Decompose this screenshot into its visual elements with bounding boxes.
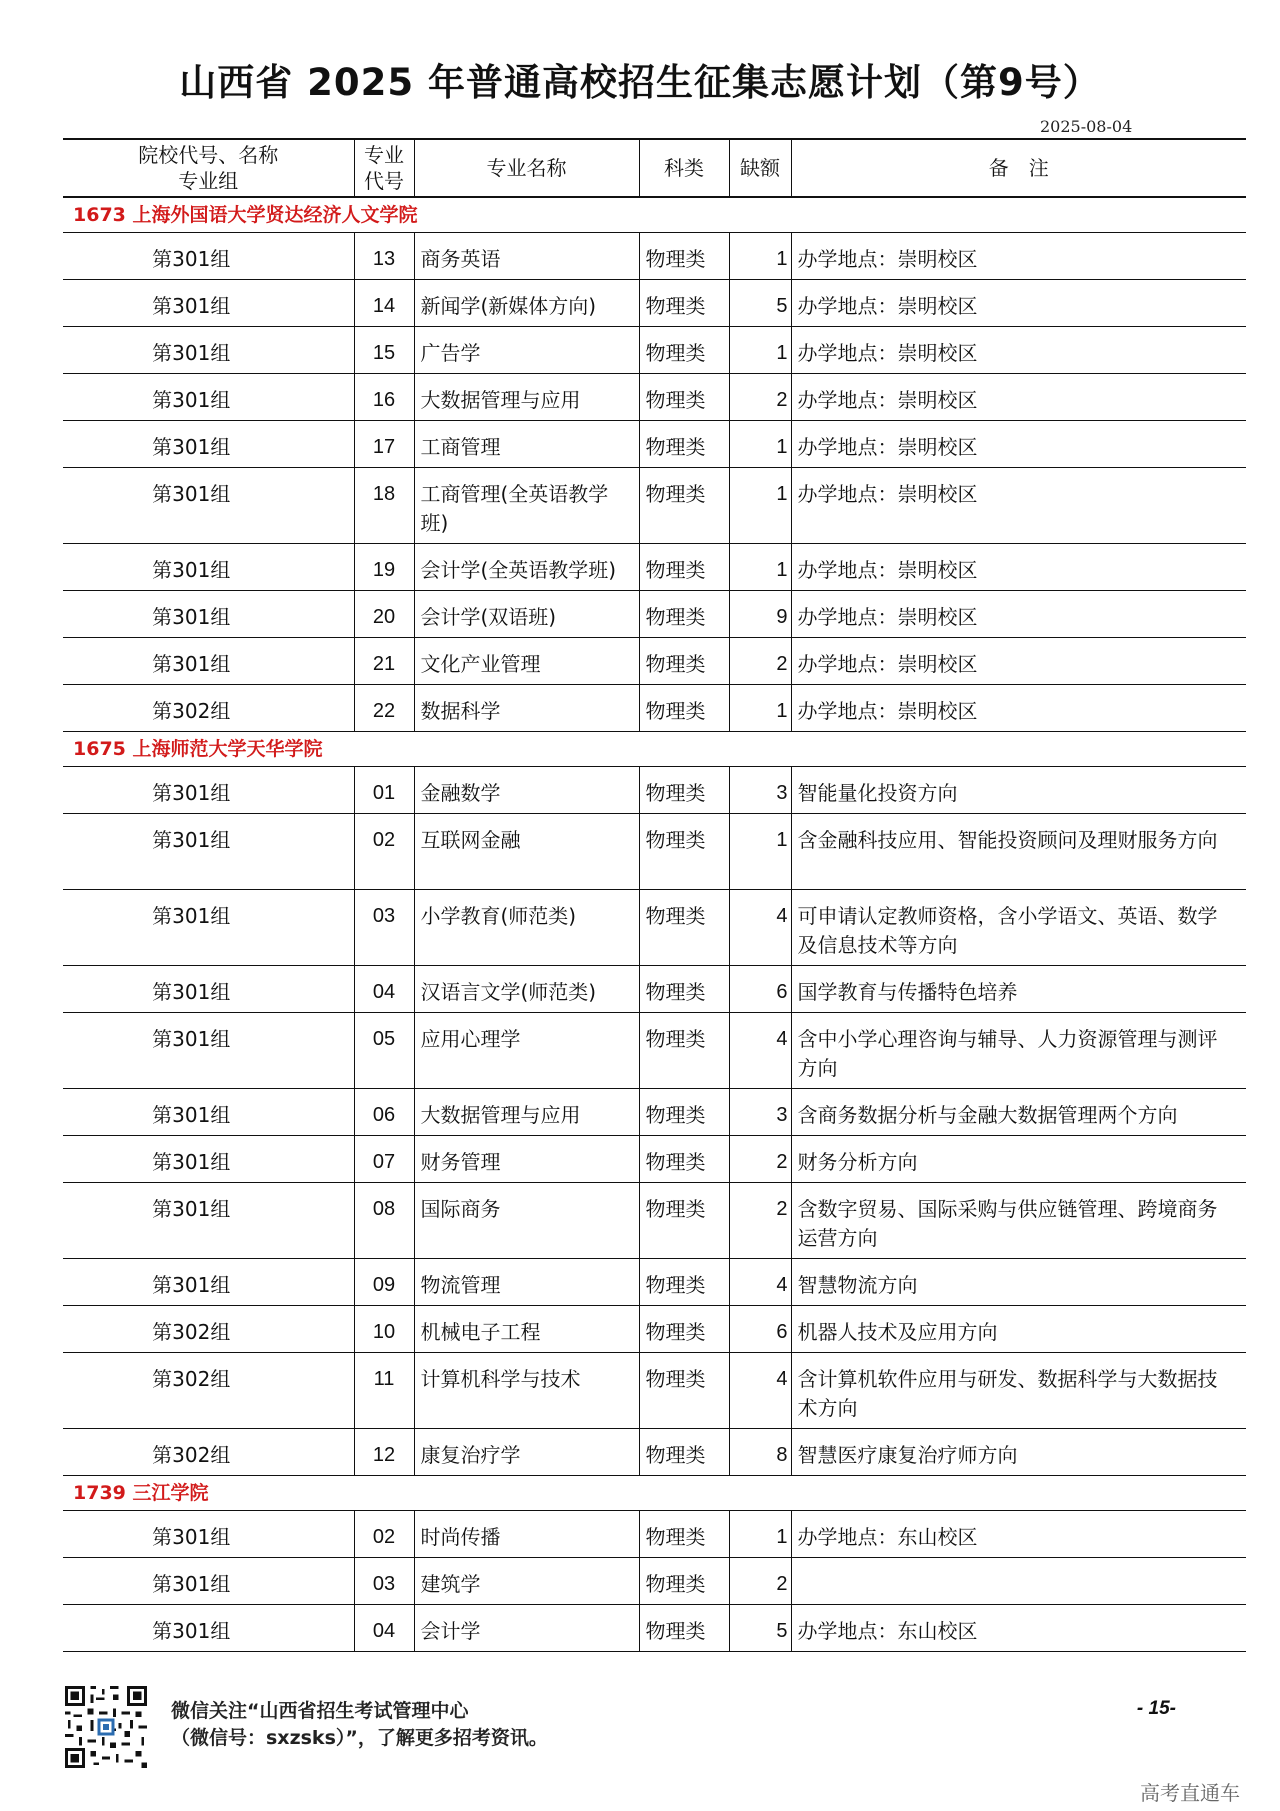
major-code-cell: 16 [354, 374, 414, 421]
group-cell: 第301组 [63, 767, 354, 814]
col-header-code-line2: 代号 [364, 169, 404, 193]
note-cell: 机器人技术及应用方向 [791, 1306, 1246, 1353]
group-cell: 第301组 [63, 890, 354, 966]
note-cell: 办学地点：崇明校区 [791, 638, 1246, 685]
table-row [63, 280, 1246, 327]
watermark: 高考直通车 [1140, 1781, 1240, 1805]
major-name-cell: 小学教育(师范类) [414, 890, 639, 966]
major-name-cell: 文化产业管理 [414, 638, 639, 685]
school-heading-row [63, 197, 1246, 233]
group-cell: 第301组 [63, 327, 354, 374]
table-row [63, 1136, 1246, 1183]
major-code-cell: 09 [354, 1259, 414, 1306]
table-row [63, 1429, 1246, 1476]
note-cell: 办学地点：崇明校区 [791, 327, 1246, 374]
category-cell: 物理类 [639, 327, 729, 374]
table-row [63, 327, 1246, 374]
group-cell: 第301组 [63, 591, 354, 638]
table-row [63, 767, 1246, 814]
group-cell: 第302组 [63, 1353, 354, 1429]
group-cell: 第301组 [63, 814, 354, 890]
group-cell: 第302组 [63, 1306, 354, 1353]
major-name-cell: 数据科学 [414, 685, 639, 732]
category-cell: 物理类 [639, 767, 729, 814]
table-row [63, 1605, 1246, 1652]
note-cell: 国学教育与传播特色培养 [791, 966, 1246, 1013]
major-code-cell: 18 [354, 468, 414, 544]
col-header-quota: 缺额 [729, 139, 791, 197]
table-row [63, 468, 1246, 544]
group-cell: 第301组 [63, 1259, 354, 1306]
category-cell: 物理类 [639, 374, 729, 421]
group-cell: 第301组 [63, 1013, 354, 1089]
note-cell: 办学地点：崇明校区 [791, 544, 1246, 591]
major-code-cell: 06 [354, 1089, 414, 1136]
group-cell: 第301组 [63, 1183, 354, 1259]
major-name-cell: 财务管理 [414, 1136, 639, 1183]
category-cell: 物理类 [639, 1183, 729, 1259]
quota-cell: 2 [729, 1136, 791, 1183]
major-code-cell: 07 [354, 1136, 414, 1183]
quota-cell: 5 [729, 1605, 791, 1652]
note-cell: 办学地点：崇明校区 [791, 591, 1246, 638]
major-code-cell: 08 [354, 1183, 414, 1259]
table-header-row [63, 139, 1246, 197]
major-name-cell: 计算机科学与技术 [414, 1353, 639, 1429]
category-cell: 物理类 [639, 591, 729, 638]
quota-cell: 1 [729, 327, 791, 374]
note-cell: 含金融科技应用、智能投资顾问及理财服务方向 [791, 814, 1246, 890]
major-name-cell: 工商管理 [414, 421, 639, 468]
table-row [63, 890, 1246, 966]
major-name-cell: 大数据管理与应用 [414, 1089, 639, 1136]
table-row [63, 374, 1246, 421]
note-cell: 办学地点：崇明校区 [791, 233, 1246, 280]
note-cell: 智慧医疗康复治疗师方向 [791, 1429, 1246, 1476]
table-row [63, 544, 1246, 591]
major-name-cell: 工商管理(全英语教学班) [414, 468, 639, 544]
table-row [63, 1259, 1246, 1306]
major-code-cell: 20 [354, 591, 414, 638]
group-cell: 第301组 [63, 421, 354, 468]
table-row [63, 1183, 1246, 1259]
major-name-cell: 物流管理 [414, 1259, 639, 1306]
major-code-cell: 04 [354, 1605, 414, 1652]
table-body [63, 197, 1246, 1652]
category-cell: 物理类 [639, 1089, 729, 1136]
group-cell: 第301组 [63, 374, 354, 421]
school-heading: 1673 上海外国语大学贤达经济人文学院 [63, 197, 1246, 233]
category-cell: 物理类 [639, 1558, 729, 1605]
note-cell [791, 1558, 1246, 1605]
category-cell: 物理类 [639, 1353, 729, 1429]
group-cell: 第301组 [63, 966, 354, 1013]
major-name-cell: 新闻学(新媒体方向) [414, 280, 639, 327]
note-cell: 办学地点：崇明校区 [791, 468, 1246, 544]
note-cell: 办学地点：崇明校区 [791, 685, 1246, 732]
major-code-cell: 02 [354, 814, 414, 890]
major-name-cell: 会计学(全英语教学班) [414, 544, 639, 591]
major-name-cell: 会计学 [414, 1605, 639, 1652]
major-code-cell: 14 [354, 280, 414, 327]
major-code-cell: 17 [354, 421, 414, 468]
note-cell: 含数字贸易、国际采购与供应链管理、跨境商务运营方向 [791, 1183, 1246, 1259]
category-cell: 物理类 [639, 890, 729, 966]
table-row [63, 591, 1246, 638]
group-cell: 第301组 [63, 1558, 354, 1605]
col-header-major: 专业名称 [414, 139, 639, 197]
table-row [63, 685, 1246, 732]
major-name-cell: 机械电子工程 [414, 1306, 639, 1353]
quota-cell: 2 [729, 638, 791, 685]
quota-cell: 4 [729, 1013, 791, 1089]
quota-cell: 9 [729, 591, 791, 638]
col-header-category: 科类 [639, 139, 729, 197]
table-row [63, 233, 1246, 280]
major-name-cell: 国际商务 [414, 1183, 639, 1259]
group-cell: 第301组 [63, 468, 354, 544]
school-heading: 1739 三江学院 [63, 1476, 1246, 1511]
major-code-cell: 15 [354, 327, 414, 374]
group-cell: 第301组 [63, 1089, 354, 1136]
group-cell: 第302组 [63, 685, 354, 732]
table-row [63, 966, 1246, 1013]
note-cell: 办学地点：崇明校区 [791, 421, 1246, 468]
major-name-cell: 会计学(双语班) [414, 591, 639, 638]
major-name-cell: 汉语言文学(师范类) [414, 966, 639, 1013]
table-row [63, 1013, 1246, 1089]
page-number: - 15- [1136, 1698, 1176, 1719]
category-cell: 物理类 [639, 1605, 729, 1652]
major-name-cell: 康复治疗学 [414, 1429, 639, 1476]
wechat-notice [171, 1698, 548, 1752]
quota-cell: 4 [729, 1353, 791, 1429]
major-code-cell: 05 [354, 1013, 414, 1089]
category-cell: 物理类 [639, 1013, 729, 1089]
group-cell: 第301组 [63, 544, 354, 591]
col-header-group-line1: 院校代号、名称 [138, 143, 279, 167]
category-cell: 物理类 [639, 280, 729, 327]
group-cell: 第302组 [63, 1429, 354, 1476]
school-heading-row [63, 732, 1246, 767]
major-code-cell: 12 [354, 1429, 414, 1476]
quota-cell: 2 [729, 374, 791, 421]
major-code-cell: 02 [354, 1511, 414, 1558]
note-cell: 办学地点：崇明校区 [791, 280, 1246, 327]
wechat-notice-line2: （微信号：sxzsks）”，了解更多招考资讯。 [171, 1727, 548, 1749]
col-header-code-line1: 专业 [364, 143, 404, 167]
category-cell: 物理类 [639, 1306, 729, 1353]
note-cell: 智能量化投资方向 [791, 767, 1246, 814]
category-cell: 物理类 [639, 421, 729, 468]
quota-cell: 3 [729, 767, 791, 814]
major-code-cell: 13 [354, 233, 414, 280]
table-row [63, 1306, 1246, 1353]
quota-cell: 1 [729, 421, 791, 468]
group-cell: 第301组 [63, 280, 354, 327]
major-code-cell: 22 [354, 685, 414, 732]
school-heading: 1675 上海师范大学天华学院 [63, 732, 1246, 767]
quota-cell: 8 [729, 1429, 791, 1476]
table-row [63, 421, 1246, 468]
category-cell: 物理类 [639, 638, 729, 685]
enrollment-plan-table [63, 138, 1246, 1652]
col-header-note: 备 注 [791, 139, 1246, 197]
quota-cell: 2 [729, 1183, 791, 1259]
quota-cell: 1 [729, 233, 791, 280]
major-code-cell: 04 [354, 966, 414, 1013]
table-row [63, 1089, 1246, 1136]
category-cell: 物理类 [639, 1259, 729, 1306]
publish-date: 2025-08-04 [1040, 117, 1133, 136]
quota-cell: 2 [729, 1558, 791, 1605]
quota-cell: 1 [729, 544, 791, 591]
col-header-group-line2: 专业组 [178, 169, 239, 193]
table-row [63, 1353, 1246, 1429]
wechat-notice-line1: 微信关注“山西省招生考试管理中心 [171, 1700, 469, 1722]
major-code-cell: 10 [354, 1306, 414, 1353]
group-cell: 第301组 [63, 1136, 354, 1183]
quota-cell: 4 [729, 890, 791, 966]
category-cell: 物理类 [639, 966, 729, 1013]
category-cell: 物理类 [639, 1429, 729, 1476]
major-code-cell: 11 [354, 1353, 414, 1429]
page-title: 山西省 2025 年普通高校招生征集志愿计划（第9号） [179, 61, 1101, 104]
major-code-cell: 21 [354, 638, 414, 685]
note-cell: 办学地点：东山校区 [791, 1605, 1246, 1652]
major-name-cell: 建筑学 [414, 1558, 639, 1605]
major-name-cell: 应用心理学 [414, 1013, 639, 1089]
category-cell: 物理类 [639, 685, 729, 732]
quota-cell: 1 [729, 685, 791, 732]
group-cell: 第301组 [63, 638, 354, 685]
major-code-cell: 03 [354, 1558, 414, 1605]
major-code-cell: 19 [354, 544, 414, 591]
quota-cell: 1 [729, 814, 791, 890]
major-code-cell: 03 [354, 890, 414, 966]
category-cell: 物理类 [639, 544, 729, 591]
quota-cell: 6 [729, 966, 791, 1013]
group-cell: 第301组 [63, 1511, 354, 1558]
page-footer [63, 1686, 1246, 1776]
major-name-cell: 金融数学 [414, 767, 639, 814]
note-cell: 办学地点：东山校区 [791, 1511, 1246, 1558]
table-row [63, 1511, 1246, 1558]
category-cell: 物理类 [639, 233, 729, 280]
note-cell: 办学地点：崇明校区 [791, 374, 1246, 421]
note-cell: 财务分析方向 [791, 1136, 1246, 1183]
note-cell: 可申请认定教师资格，含小学语文、英语、数学及信息技术等方向 [791, 890, 1246, 966]
group-cell: 第301组 [63, 233, 354, 280]
quota-cell: 1 [729, 468, 791, 544]
major-name-cell: 大数据管理与应用 [414, 374, 639, 421]
category-cell: 物理类 [639, 468, 729, 544]
note-cell: 含计算机软件应用与研发、数据科学与大数据技术方向 [791, 1353, 1246, 1429]
col-header-code [354, 139, 414, 197]
major-name-cell: 广告学 [414, 327, 639, 374]
major-code-cell: 01 [354, 767, 414, 814]
note-cell: 含商务数据分析与金融大数据管理两个方向 [791, 1089, 1246, 1136]
qr-code-icon [65, 1686, 147, 1768]
category-cell: 物理类 [639, 1511, 729, 1558]
note-cell: 智慧物流方向 [791, 1259, 1246, 1306]
quota-cell: 4 [729, 1259, 791, 1306]
category-cell: 物理类 [639, 1136, 729, 1183]
category-cell: 物理类 [639, 814, 729, 890]
quota-cell: 6 [729, 1306, 791, 1353]
group-cell: 第301组 [63, 1605, 354, 1652]
major-name-cell: 时尚传播 [414, 1511, 639, 1558]
quota-cell: 1 [729, 1511, 791, 1558]
quota-cell: 5 [729, 280, 791, 327]
major-name-cell: 互联网金融 [414, 814, 639, 890]
note-cell: 含中小学心理咨询与辅导、人力资源管理与测评方向 [791, 1013, 1246, 1089]
col-header-group [63, 139, 354, 197]
quota-cell: 3 [729, 1089, 791, 1136]
table-row [63, 1558, 1246, 1605]
table-row [63, 814, 1246, 890]
school-heading-row [63, 1476, 1246, 1511]
table-row [63, 638, 1246, 685]
major-name-cell: 商务英语 [414, 233, 639, 280]
